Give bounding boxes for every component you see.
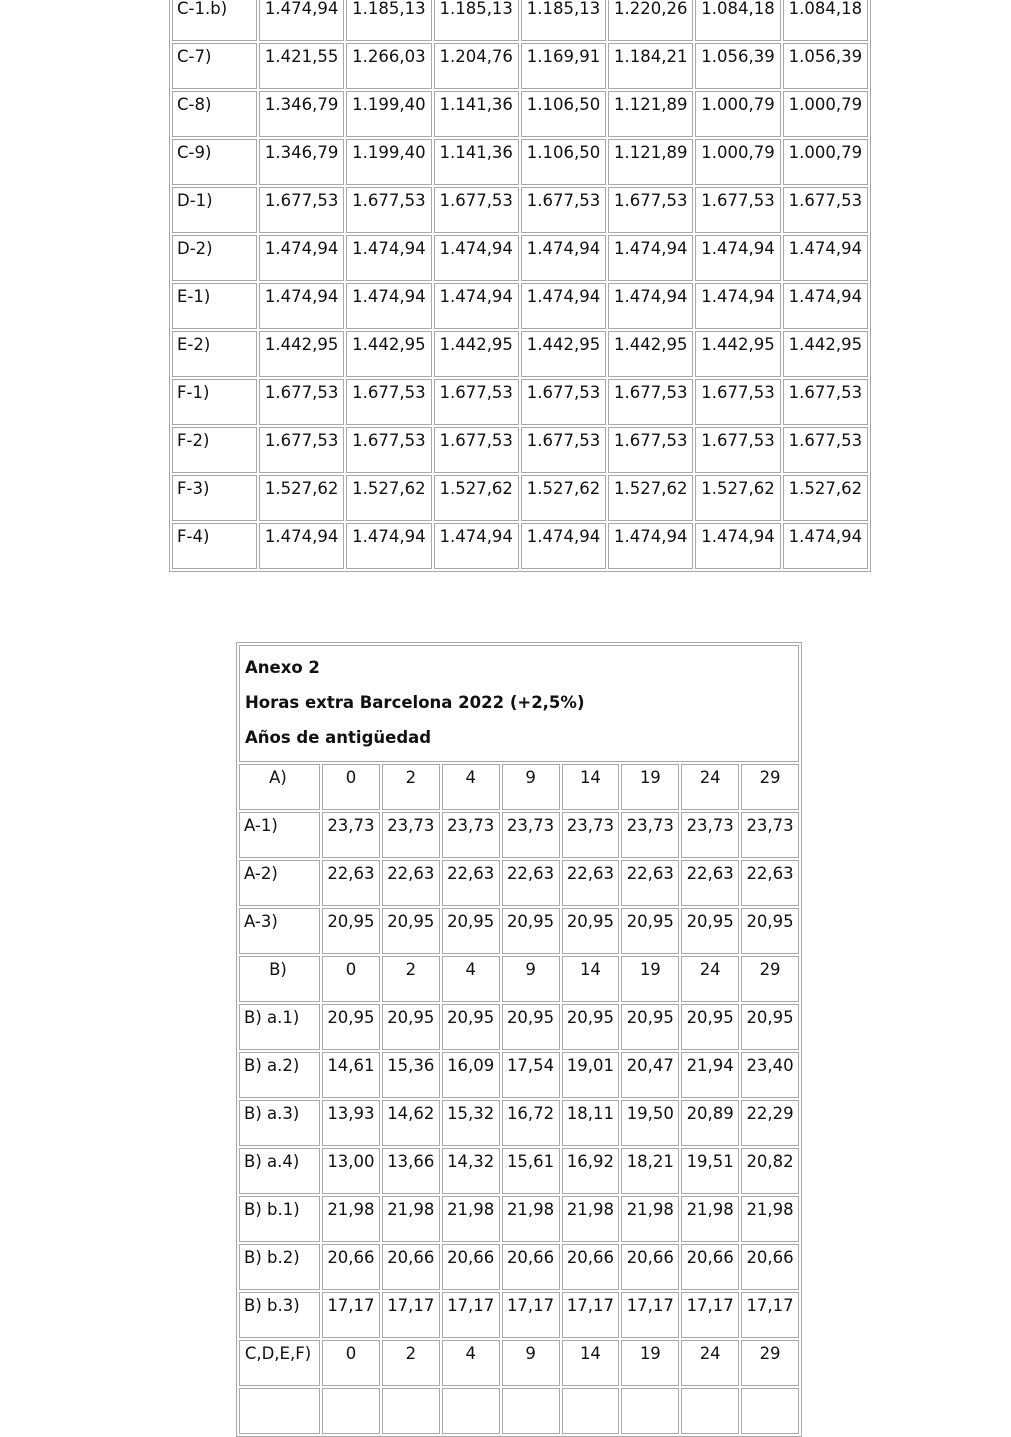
table-cell: 1.677,53 — [695, 379, 780, 425]
table-cell: 1.527,62 — [521, 475, 606, 521]
table-cell: 20,95 — [562, 908, 620, 954]
year-header-cell: 9 — [502, 764, 560, 810]
year-header-cell: 2 — [382, 764, 440, 810]
row-label: B) — [239, 956, 320, 1002]
table-cell: 20,95 — [621, 1004, 679, 1050]
table-cell: 1.474,94 — [608, 523, 693, 569]
table-row — [172, 187, 868, 233]
table-cell: 20,66 — [681, 1244, 739, 1290]
row-label: F-3) — [172, 475, 257, 521]
table-cell: 1.442,95 — [434, 331, 519, 377]
row-label: E-2) — [172, 331, 257, 377]
row-label: B) a.3) — [239, 1100, 320, 1146]
year-header-cell: 14 — [562, 956, 620, 1002]
table-cell: 22,63 — [621, 860, 679, 906]
seniority-caption: Años de antigüedad — [245, 728, 432, 747]
table-row — [172, 427, 868, 473]
table-cell: 23,73 — [681, 812, 739, 858]
table-cell: 17,17 — [502, 1292, 560, 1338]
table-row — [239, 1244, 799, 1290]
table-cell: 1.474,94 — [346, 523, 431, 569]
table-cell: 1.677,53 — [259, 427, 344, 473]
table-cell: 1.185,13 — [434, 0, 519, 41]
table-cell: 18,11 — [562, 1100, 620, 1146]
table-cell: 17,17 — [681, 1292, 739, 1338]
row-label: B) a.1) — [239, 1004, 320, 1050]
table-cell: 20,95 — [621, 908, 679, 954]
year-header-cell: 14 — [562, 1340, 620, 1386]
table-cell: 1.677,53 — [434, 187, 519, 233]
table-row — [239, 908, 799, 954]
row-label: B) b.3) — [239, 1292, 320, 1338]
table-cell: 1.474,94 — [259, 523, 344, 569]
table-cell: 15,61 — [502, 1148, 560, 1194]
table-cell: 15,32 — [442, 1100, 500, 1146]
table-cell: 1.266,03 — [346, 43, 431, 89]
row-label: B) b.2) — [239, 1244, 320, 1290]
table-cell: 1.141,36 — [434, 139, 519, 185]
table-cell — [741, 1388, 799, 1434]
table-cell: 1.121,89 — [608, 139, 693, 185]
table-cell: 20,95 — [681, 1004, 739, 1050]
table-cell: 1.677,53 — [608, 187, 693, 233]
year-header-cell: 14 — [562, 764, 620, 810]
table-cell: 21,98 — [442, 1196, 500, 1242]
table-cell: 21,98 — [382, 1196, 440, 1242]
table-cell: 22,63 — [442, 860, 500, 906]
table-row — [239, 1196, 799, 1242]
annex-title: Anexo 2 — [245, 658, 320, 677]
table-cell: 1.474,94 — [521, 283, 606, 329]
table-cell: 1.056,39 — [783, 43, 868, 89]
table-row — [172, 331, 868, 377]
row-label: A-3) — [239, 908, 320, 954]
table-cell: 1.442,95 — [608, 331, 693, 377]
table-cell: 22,63 — [502, 860, 560, 906]
table-cell: 20,95 — [681, 908, 739, 954]
table-cell: 14,61 — [322, 1052, 380, 1098]
year-header-cell: 4 — [442, 956, 500, 1002]
table-cell: 1.474,94 — [434, 523, 519, 569]
row-label: A) — [239, 764, 320, 810]
table-cell: 20,95 — [741, 908, 799, 954]
table-cell: 21,94 — [681, 1052, 739, 1098]
table-row — [172, 0, 868, 41]
table-cell: 1.220,26 — [608, 0, 693, 41]
table-cell: 1.474,94 — [695, 523, 780, 569]
table-cell: 1.000,79 — [695, 139, 780, 185]
table-cell: 17,54 — [502, 1052, 560, 1098]
table-cell — [442, 1388, 500, 1434]
table-cell: 23,40 — [741, 1052, 799, 1098]
table-cell: 23,73 — [502, 812, 560, 858]
row-label: B) b.1) — [239, 1196, 320, 1242]
table-cell: 1.677,53 — [608, 427, 693, 473]
table-cell: 17,17 — [382, 1292, 440, 1338]
table-cell: 1.442,95 — [259, 331, 344, 377]
table-cell: 1.677,53 — [434, 379, 519, 425]
row-label — [239, 1388, 320, 1434]
table-cell: 20,66 — [741, 1244, 799, 1290]
table-cell: 1.474,94 — [434, 283, 519, 329]
table-cell: 1.442,95 — [783, 331, 868, 377]
table-cell: 19,50 — [621, 1100, 679, 1146]
year-header-cell: 4 — [442, 1340, 500, 1386]
table-cell: 1.677,53 — [695, 187, 780, 233]
table-cell: 1.169,91 — [521, 43, 606, 89]
year-header-cell: 24 — [681, 956, 739, 1002]
table-cell: 1.106,50 — [521, 139, 606, 185]
table-cell: 22,63 — [382, 860, 440, 906]
table-cell: 1.677,53 — [695, 427, 780, 473]
year-header-cell: 29 — [741, 956, 799, 1002]
table-cell: 20,66 — [562, 1244, 620, 1290]
table-row — [172, 139, 868, 185]
table-cell: 1.121,89 — [608, 91, 693, 137]
table-cell: 16,72 — [502, 1100, 560, 1146]
table-cell: 1.527,62 — [346, 475, 431, 521]
overtime-table-heading-row — [239, 645, 799, 762]
table-cell: 20,95 — [322, 908, 380, 954]
table-cell: 22,63 — [322, 860, 380, 906]
table-cell: 1.527,62 — [608, 475, 693, 521]
table-cell: 21,98 — [681, 1196, 739, 1242]
table-cell: 1.199,40 — [346, 139, 431, 185]
table-cell: 23,73 — [382, 812, 440, 858]
table-row — [172, 235, 868, 281]
table-cell — [502, 1388, 560, 1434]
table-row — [239, 1052, 799, 1098]
table-cell: 1.527,62 — [259, 475, 344, 521]
table-cell: 1.000,79 — [783, 91, 868, 137]
table-cell: 1.106,50 — [521, 91, 606, 137]
table-row — [239, 1388, 799, 1434]
table-cell: 23,73 — [562, 812, 620, 858]
table-cell: 1.527,62 — [783, 475, 868, 521]
row-label: A-1) — [239, 812, 320, 858]
table-cell: 18,21 — [621, 1148, 679, 1194]
table-row — [239, 1004, 799, 1050]
table-cell: 1.474,94 — [608, 235, 693, 281]
year-header-cell: 9 — [502, 1340, 560, 1386]
table-cell: 22,63 — [681, 860, 739, 906]
row-label: F-2) — [172, 427, 257, 473]
table-row — [239, 1148, 799, 1194]
table-cell: 20,47 — [621, 1052, 679, 1098]
table-cell: 20,89 — [681, 1100, 739, 1146]
table-cell: 19,01 — [562, 1052, 620, 1098]
table-cell: 23,73 — [322, 812, 380, 858]
year-header-cell: 2 — [382, 956, 440, 1002]
table-cell: 17,17 — [562, 1292, 620, 1338]
table-cell: 1.677,53 — [521, 427, 606, 473]
table-cell: 1.474,94 — [434, 235, 519, 281]
table-cell: 1.474,94 — [259, 0, 344, 41]
table-header-row — [239, 956, 799, 1002]
salary-table — [169, 0, 871, 572]
table-cell: 1.677,53 — [259, 379, 344, 425]
table-cell: 1.677,53 — [521, 379, 606, 425]
table-cell: 1.474,94 — [608, 283, 693, 329]
table-cell: 1.474,94 — [259, 283, 344, 329]
row-label: B) a.2) — [239, 1052, 320, 1098]
table-row — [172, 475, 868, 521]
table-row — [239, 1292, 799, 1338]
table-cell: 1.000,79 — [783, 139, 868, 185]
table-cell: 1.677,53 — [783, 187, 868, 233]
table-cell: 17,17 — [322, 1292, 380, 1338]
table-cell: 1.346,79 — [259, 139, 344, 185]
year-header-cell: 24 — [681, 1340, 739, 1386]
table-cell — [562, 1388, 620, 1434]
row-label: F-4) — [172, 523, 257, 569]
table-cell: 20,66 — [382, 1244, 440, 1290]
table-header-row — [239, 1340, 799, 1386]
table-cell: 1.677,53 — [346, 187, 431, 233]
table-cell: 22,63 — [741, 860, 799, 906]
table-cell: 1.474,94 — [695, 283, 780, 329]
table-cell: 20,95 — [502, 908, 560, 954]
table-cell: 1.199,40 — [346, 91, 431, 137]
row-label: C-7) — [172, 43, 257, 89]
table-cell: 1.474,94 — [783, 523, 868, 569]
table-cell: 1.000,79 — [695, 91, 780, 137]
year-header-cell: 0 — [322, 764, 380, 810]
table-row — [172, 91, 868, 137]
table-cell — [382, 1388, 440, 1434]
table-cell: 1.474,94 — [783, 235, 868, 281]
table-cell: 20,66 — [621, 1244, 679, 1290]
table-cell: 1.346,79 — [259, 91, 344, 137]
table-row — [172, 379, 868, 425]
table-cell: 1.677,53 — [346, 427, 431, 473]
table-cell: 17,17 — [741, 1292, 799, 1338]
table-cell: 1.677,53 — [608, 379, 693, 425]
table-cell: 17,17 — [621, 1292, 679, 1338]
table-cell: 23,73 — [621, 812, 679, 858]
year-header-cell: 29 — [741, 764, 799, 810]
table-cell: 1.474,94 — [521, 235, 606, 281]
table-cell: 1.185,13 — [521, 0, 606, 41]
table-cell: 1.527,62 — [695, 475, 780, 521]
year-header-cell: 9 — [502, 956, 560, 1002]
table-cell: 1.184,21 — [608, 43, 693, 89]
table-cell: 16,92 — [562, 1148, 620, 1194]
table-cell: 20,66 — [322, 1244, 380, 1290]
table-cell: 1.677,53 — [346, 379, 431, 425]
table-cell: 1.056,39 — [695, 43, 780, 89]
row-label: C-8) — [172, 91, 257, 137]
salary-table-body — [172, 0, 868, 569]
row-label: A-2) — [239, 860, 320, 906]
table-cell: 20,95 — [502, 1004, 560, 1050]
row-label: C-9) — [172, 139, 257, 185]
year-header-cell: 19 — [621, 764, 679, 810]
table-cell: 20,95 — [741, 1004, 799, 1050]
table-cell: 22,29 — [741, 1100, 799, 1146]
table-cell: 13,00 — [322, 1148, 380, 1194]
year-header-cell: 2 — [382, 1340, 440, 1386]
table-cell: 20,95 — [382, 1004, 440, 1050]
table-cell: 1.185,13 — [346, 0, 431, 41]
table-cell: 16,09 — [442, 1052, 500, 1098]
row-label: D-1) — [172, 187, 257, 233]
table-cell — [322, 1388, 380, 1434]
year-header-cell: 24 — [681, 764, 739, 810]
table-row — [239, 860, 799, 906]
table-cell: 1.474,94 — [783, 283, 868, 329]
table-cell: 1.677,53 — [521, 187, 606, 233]
table-cell: 1.474,94 — [259, 235, 344, 281]
table-cell: 22,63 — [562, 860, 620, 906]
table-row — [172, 523, 868, 569]
overtime-table-body — [239, 645, 799, 1434]
overtime-table-heading — [239, 645, 799, 762]
table-cell: 1.442,95 — [521, 331, 606, 377]
table-cell: 23,73 — [442, 812, 500, 858]
year-header-cell: 4 — [442, 764, 500, 810]
table-cell: 1.084,18 — [783, 0, 868, 41]
row-label: C-1.b) — [172, 0, 257, 41]
overtime-table — [236, 642, 802, 1437]
row-label: E-1) — [172, 283, 257, 329]
table-cell — [681, 1388, 739, 1434]
table-cell: 20,66 — [442, 1244, 500, 1290]
table-row — [239, 812, 799, 858]
table-row — [239, 1100, 799, 1146]
table-cell: 17,17 — [442, 1292, 500, 1338]
table-cell: 14,32 — [442, 1148, 500, 1194]
table-cell: 23,73 — [741, 812, 799, 858]
year-header-cell: 19 — [621, 956, 679, 1002]
year-header-cell: 0 — [322, 956, 380, 1002]
table-cell: 1.677,53 — [259, 187, 344, 233]
table-cell: 1.474,94 — [521, 523, 606, 569]
table-cell: 1.474,94 — [695, 235, 780, 281]
annex-subtitle: Horas extra Barcelona 2022 (+2,5%) — [245, 693, 585, 712]
table-cell: 1.677,53 — [783, 379, 868, 425]
table-cell: 1.677,53 — [783, 427, 868, 473]
year-header-cell: 19 — [621, 1340, 679, 1386]
table-cell: 1.677,53 — [434, 427, 519, 473]
table-cell: 1.421,55 — [259, 43, 344, 89]
row-label: F-1) — [172, 379, 257, 425]
table-cell: 13,66 — [382, 1148, 440, 1194]
table-cell: 1.442,95 — [695, 331, 780, 377]
table-cell: 21,98 — [621, 1196, 679, 1242]
table-cell: 1.204,76 — [434, 43, 519, 89]
table-cell: 1.527,62 — [434, 475, 519, 521]
row-label: B) a.4) — [239, 1148, 320, 1194]
table-cell: 14,62 — [382, 1100, 440, 1146]
table-cell: 20,82 — [741, 1148, 799, 1194]
table-cell: 21,98 — [741, 1196, 799, 1242]
table-header-row — [239, 764, 799, 810]
table-cell: 1.474,94 — [346, 235, 431, 281]
table-cell: 21,98 — [322, 1196, 380, 1242]
table-cell: 1.084,18 — [695, 0, 780, 41]
table-cell: 20,95 — [442, 1004, 500, 1050]
table-cell: 21,98 — [562, 1196, 620, 1242]
year-header-cell: 0 — [322, 1340, 380, 1386]
table-cell: 20,66 — [502, 1244, 560, 1290]
table-row — [172, 43, 868, 89]
table-cell: 1.141,36 — [434, 91, 519, 137]
row-label: D-2) — [172, 235, 257, 281]
table-cell: 20,95 — [382, 908, 440, 954]
table-cell: 1.474,94 — [346, 283, 431, 329]
table-cell: 20,95 — [562, 1004, 620, 1050]
table-cell: 13,93 — [322, 1100, 380, 1146]
table-row — [172, 283, 868, 329]
table-cell: 1.442,95 — [346, 331, 431, 377]
year-header-cell: 29 — [741, 1340, 799, 1386]
table-cell: 15,36 — [382, 1052, 440, 1098]
table-cell: 20,95 — [322, 1004, 380, 1050]
table-cell: 19,51 — [681, 1148, 739, 1194]
table-cell: 20,95 — [442, 908, 500, 954]
table-cell — [621, 1388, 679, 1434]
row-label: C,D,E,F) — [239, 1340, 320, 1386]
table-cell: 21,98 — [502, 1196, 560, 1242]
